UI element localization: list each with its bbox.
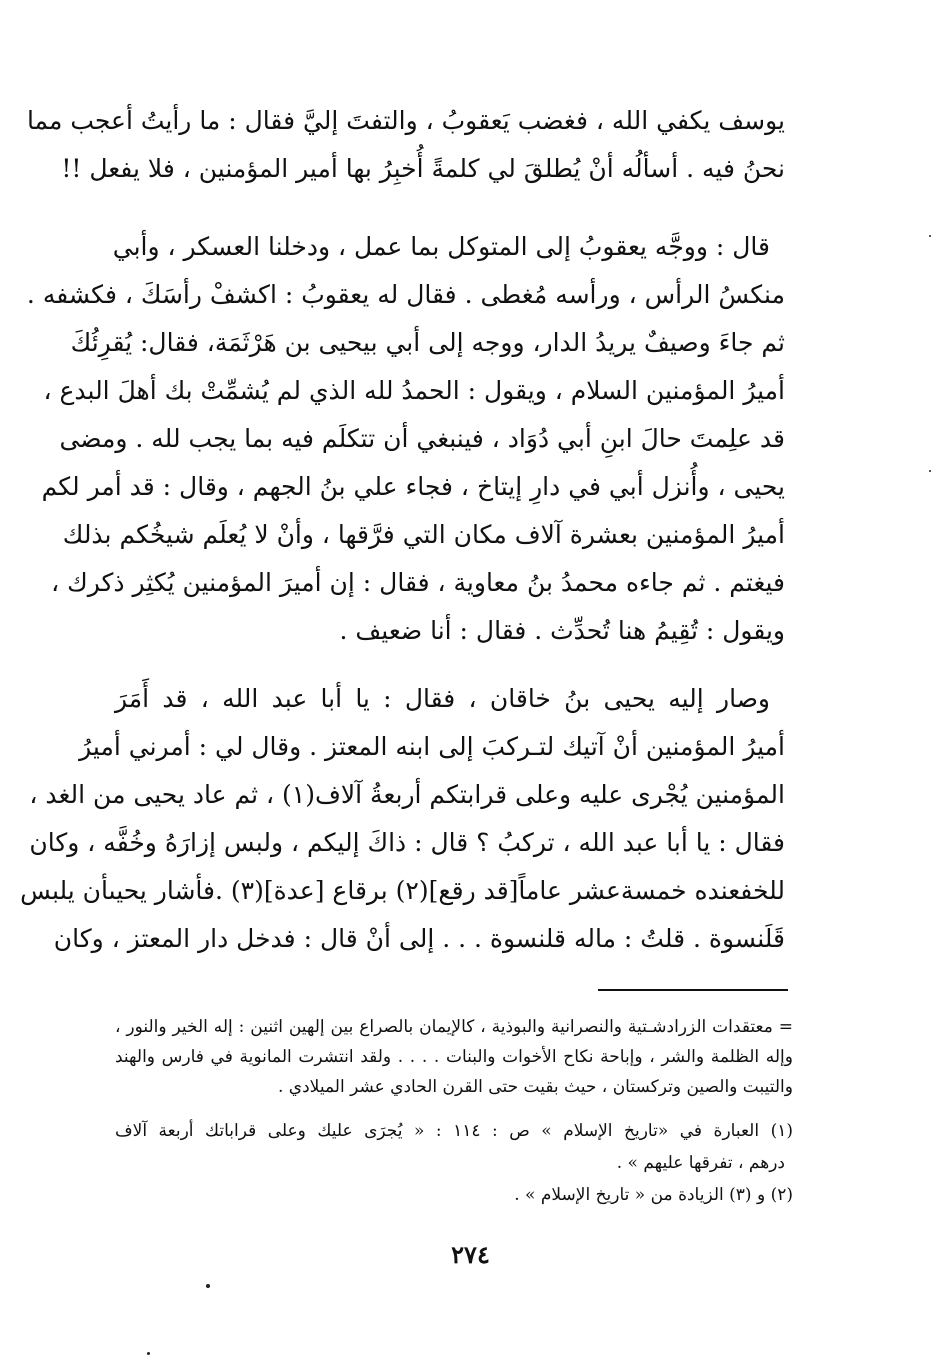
body-line-15: فقال : يا أبا عبد الله ، تركبُ ؟ قال : ذاكَ إليكم ، ولبس إزارَهُ وخُفَّه ، وكان (29, 828, 785, 857)
body-line-13: أميرُ المؤمنين أنْ آتيك لتـركبَ إلى ابنه المعتز . وقال لي : أمرني أميرُ (79, 732, 785, 761)
body-line-17: قَلَنسوة . قلتُ : ماله قلنسوة . . . إلى أنْ قال : فدخل دار المعتز ، وكان (53, 924, 785, 953)
body-line-1: يوسف يكفي الله ، فغضب يَعقوبُ ، والتفتَ إليَّ فقال : ما رأيتُ أعجب مما (26, 106, 785, 135)
body-line-11: ويقول : تُقِيمُ هنا تُحدِّث . فقال : أنا ضعيف . (339, 616, 785, 645)
footnote-line-3: والتيبت والصين وتركستان ، حيث بقيت حتى القرن الحادي عشر الميلادي . (278, 1077, 793, 1097)
body-line-5: ثم جاءَ وصيفٌ يريدُ الدار، ووجه إلى أبي بيحيى بن هَرْثَمَة، فقال: يُقرِئُكَ (70, 328, 785, 357)
body-line-7: قد علِمتَ حالَ ابنِ أبي دُوَاد ، فينبغي أن تتكلَم فيه بما يجب لله . ومضى (59, 424, 785, 453)
scan-speck (206, 1284, 210, 1288)
body-line-4: منكسُ الرأس ، ورأسه مُغطى . فقال له يعقوبُ : اكشفْ رأسَكَ ، فكشفه . (26, 280, 785, 309)
body-line-14: المؤمنين يُجْرى عليه وعلى قرابتكم أربعةُ آلاف(١) ، ثم عاد يحيى من الغد ، (29, 780, 785, 809)
footnote-line-4: (١) العبارة في «تاريخ الإسلام » ص : ١١٤ : « يُجرَى عليك وعلى قراباتك أربعة آلاف (115, 1121, 793, 1141)
footnote-separator (598, 989, 788, 991)
footnote-line-6: (٢) و (٣) الزيادة من « تاريخ الإسلام » . (514, 1185, 793, 1205)
body-line-2: نحنُ فيه . أسألُه أنْ يُطلقَ لي كلمةً أُخبِرُ بها أمير المؤمنين ، فلا يفعل !! (61, 154, 785, 183)
body-line-16: للخفعنده خمسةعشر عاماً[قد رقع](٢) برقاع [عدة](٣) .فأشار يحيىأن يلبس (20, 876, 785, 905)
body-line-9: أميرُ المؤمنين بعشرة آلاف مكان التي فرَّقها ، وأنْ لا يُعلَم شيخُكم بذلك (62, 520, 785, 549)
footnote-line-1: = معتقدات الزرادشـتية والنصرانية والبوذية ، كالإيمان بالصراع بين إلهين اثنين : إله الخير والنور ، (115, 1017, 793, 1037)
body-line-6: أميرُ المؤمنين السلام ، ويقول : الحمدُ لله الذي لم يُشمِّتْ بك أهلَ البدع ، (43, 376, 785, 405)
body-line-12: وصار إليه يحيى بنُ خاقان ، فقال : يا أبا عبد الله ، قد أَمَرَ (115, 684, 770, 713)
footnote-line-5: درهم ، تفرقها عليهم » . (616, 1153, 785, 1173)
page-number: ٢٧٤ (451, 1240, 490, 1269)
scan-speck (929, 470, 931, 472)
scan-speck (147, 1352, 150, 1355)
scan-speck (929, 235, 931, 237)
body-line-10: فيغتم . ثم جاءه محمدُ بنُ معاوية ، فقال : إن أميرَ المؤمنين يُكثِر ذكرك ، (51, 568, 785, 597)
footnote-line-2: وإله الظلمة والشر ، وإباحة نكاح الأخوات والبنات . . . . ولقد انتشرت المانوية في فارس والهند (115, 1047, 793, 1067)
body-line-8: يحيى ، وأُنزل أبي في دارِ إيتاخ ، فجاء علي بنُ الجهم ، وقال : قد أمر لكم (41, 472, 785, 501)
body-line-3: قال : ووجَّه يعقوبُ إلى المتوكل بما عمل ، ودخلنا العسكر ، وأبي (112, 232, 770, 261)
